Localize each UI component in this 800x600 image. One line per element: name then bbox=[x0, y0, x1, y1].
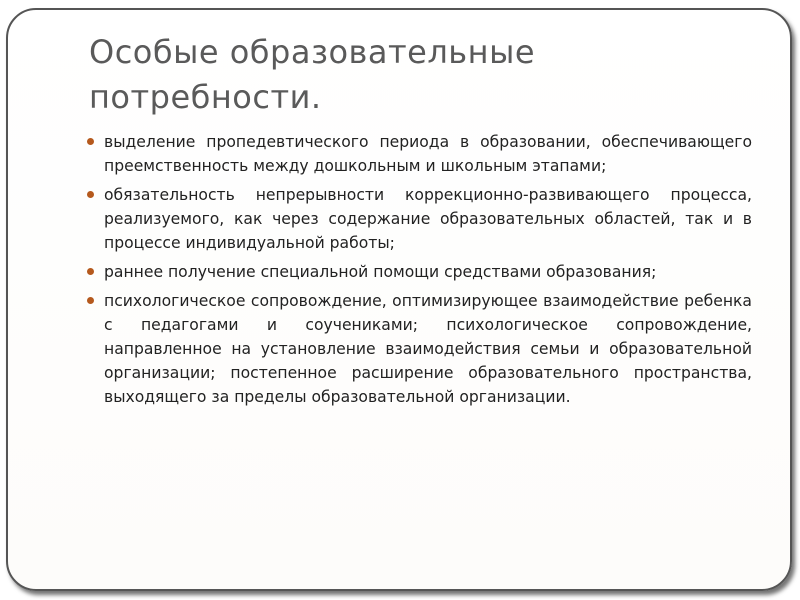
bullet-item-1 bbox=[86, 130, 752, 178]
bullet-text: психологическое сопровождение, оптимизирующее взаимодействие ребенка с педагогами и соучениками; психологическое сопровождение, направленное на установление взаимодействия семьи и образовательной организации; постепенное расширение образовательного пространства, выходящего за пределы образовательной организации. bbox=[104, 292, 752, 406]
bullet-text: выделение пропедевтического периода в образовании, обеспечивающего преемственность между дошкольным и школьным этапами; bbox=[104, 133, 752, 175]
slide-title: Особые образовательные потребности. bbox=[89, 33, 536, 116]
bullet-dot-icon bbox=[87, 138, 94, 145]
bullet-text: обязательность непрерывности коррекционно-развивающего процесса, реализуемого, как через содержание образовательных областей, так и в процессе индивидуальной работы; bbox=[104, 186, 752, 252]
bullet-text: раннее получение специальной помощи средствами образования; bbox=[104, 263, 657, 281]
bullet-item-3 bbox=[86, 260, 752, 284]
bullet-item-2 bbox=[86, 183, 752, 255]
bullet-item-4 bbox=[86, 289, 752, 409]
bullet-dot-icon bbox=[87, 191, 94, 198]
bullet-dot-icon bbox=[87, 297, 94, 304]
bullet-list bbox=[86, 130, 752, 414]
bullet-dot-icon bbox=[87, 268, 94, 275]
